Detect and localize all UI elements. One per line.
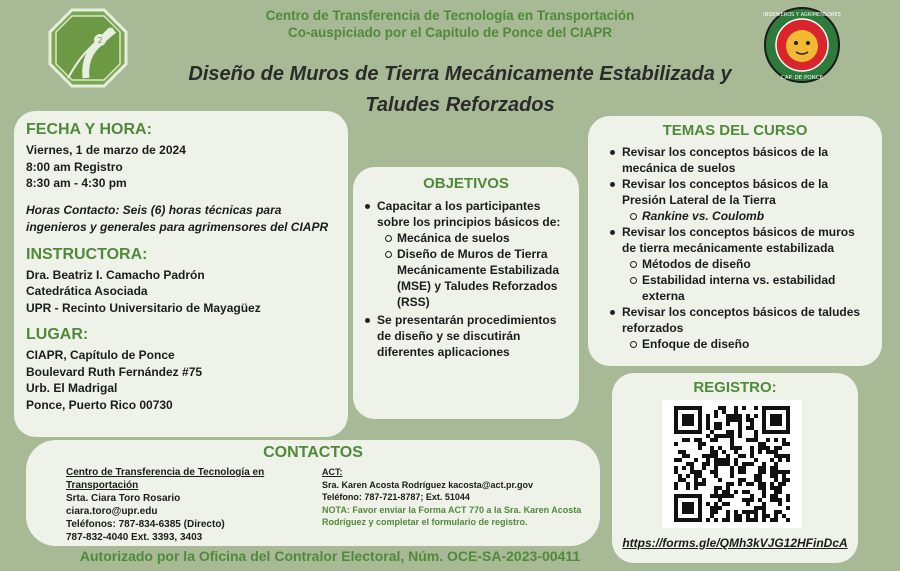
- lugar-line: CIAPR, Capítulo de Ponce: [26, 348, 175, 362]
- contactos-card: [26, 440, 600, 546]
- list-item: Rankine vs. Coulomb: [642, 208, 870, 224]
- contact-email[interactable]: ciara.toro@upr.edu: [66, 506, 158, 517]
- list-item: Revisar los conceptos básicos de muros de tierra mecánicamente estabilizada: [622, 224, 870, 256]
- contact-line: Teléfonos: 787-834-6385 (Directo): [66, 519, 225, 530]
- contact-left: [66, 466, 316, 544]
- contact-line[interactable]: Sra. Karen Acosta Rodríguez kacosta@act.pr.gov: [322, 479, 534, 490]
- course-title-line1: Diseño de Muros de Tierra Mecánicamente Estabilizada y: [188, 63, 732, 85]
- fecha-title: FECHA Y HORA:: [26, 121, 152, 138]
- contact-right: [322, 466, 592, 529]
- list-item: Métodos de diseño: [642, 256, 870, 272]
- contact-org: ACT:: [322, 467, 343, 477]
- list-item: Se presentarán procedimientos de diseño y se discutirán diferentes aplicaciones: [377, 312, 567, 360]
- contactos-title: CONTACTOS: [263, 444, 363, 461]
- organizer-line: Centro de Transferencia de Tecnología en Transportación: [265, 8, 635, 23]
- lugar-line: Boulevard Ruth Fernández #75: [26, 364, 203, 379]
- list-item: Enfoque de diseño: [642, 336, 870, 352]
- coauspicio-line: Co-auspiciado por el Capítulo de Ponce del CIAPR: [287, 25, 613, 40]
- lugar-line: Ponce, Puerto Rico 00730: [26, 397, 173, 412]
- road-octagon-logo-icon: [48, 8, 128, 88]
- registration-link[interactable]: https://forms.gle/QMh3kVJG12HFinDcA: [622, 536, 848, 550]
- instructora-line: UPR - Recinto Universitario de Mayagüez: [26, 300, 261, 315]
- contact-line: Srta. Ciara Toro Rosario: [66, 493, 181, 504]
- contact-line: 787-832-4040 Ext. 3393, 3403: [66, 532, 203, 543]
- temas-card: [588, 116, 882, 366]
- lugar-title: LUGAR:: [26, 326, 89, 343]
- contact-org: Centro de Transferencia de Tecnología en Transportación: [66, 467, 265, 491]
- instructora-title: INSTRUCTORA:: [26, 245, 148, 263]
- list-item: Estabilidad interna vs. estabilidad externa: [642, 272, 870, 304]
- contact-hours-note: Horas Contacto: Seis (6) horas técnicas para ingenieros y generales para agrimensores del CIAPR: [26, 202, 329, 234]
- objetivos-card: [353, 167, 579, 419]
- temas-title: TEMAS DEL CURSO: [662, 122, 808, 139]
- list-item: Revisar los conceptos básicos de taludes reforzados: [622, 304, 870, 336]
- svg-text:INGENIEROS Y AGRIMENSORES: INGENIEROS Y AGRIMENSORES: [763, 12, 841, 18]
- list-item: Capacitar a los participantes sobre los principios básicos de:: [377, 198, 567, 230]
- contact-line: Teléfono: 787-721-8787; Ext. 51044: [322, 492, 470, 502]
- objetivos-title: OBJETIVOS: [423, 175, 509, 192]
- fecha-line: 8:00 am Registro: [26, 159, 123, 174]
- list-item: Mecánica de suelos: [397, 230, 567, 246]
- contact-note: NOTA: Favor enviar la Forma ACT 770 a la Sra. Karen Acosta Rodríguez y completar el formulario de registro.: [322, 504, 582, 527]
- ciapr-lion-seal-icon: [763, 6, 841, 84]
- instructora-line: Dra. Beatriz I. Camacho Padrón: [26, 267, 205, 282]
- lugar-line: Urb. El Madrigal: [26, 381, 118, 395]
- svg-text:CAP. DE PONCE: CAP. DE PONCE: [780, 75, 824, 81]
- fecha-line: Viernes, 1 de marzo de 2024: [26, 143, 186, 157]
- registro-title: REGISTRO:: [693, 379, 777, 396]
- instructora-line: Catedrática Asociada: [26, 284, 148, 298]
- fecha-line: 8:30 am - 4:30 pm: [26, 176, 127, 190]
- registro-card: [612, 373, 858, 563]
- course-title-line2: Taludes Reforzados: [365, 94, 555, 116]
- list-item: Revisar los conceptos básicos de la mecánica de suelos: [622, 144, 870, 176]
- list-item: Revisar los conceptos básicos de la Presión Lateral de la Tierra: [622, 176, 870, 208]
- qr-code-icon[interactable]: [662, 400, 802, 528]
- svg-text:2: 2: [97, 36, 103, 45]
- info-card: [14, 111, 348, 437]
- list-item: Diseño de Muros de Tierra Mecánicamente Estabilizada (MSE) y Taludes Reforzados (RSS): [397, 246, 567, 310]
- footer-authorization: Autorizado por la Oficina del Contralor Electoral, Núm. OCE-SA-2023-00411: [79, 548, 581, 564]
